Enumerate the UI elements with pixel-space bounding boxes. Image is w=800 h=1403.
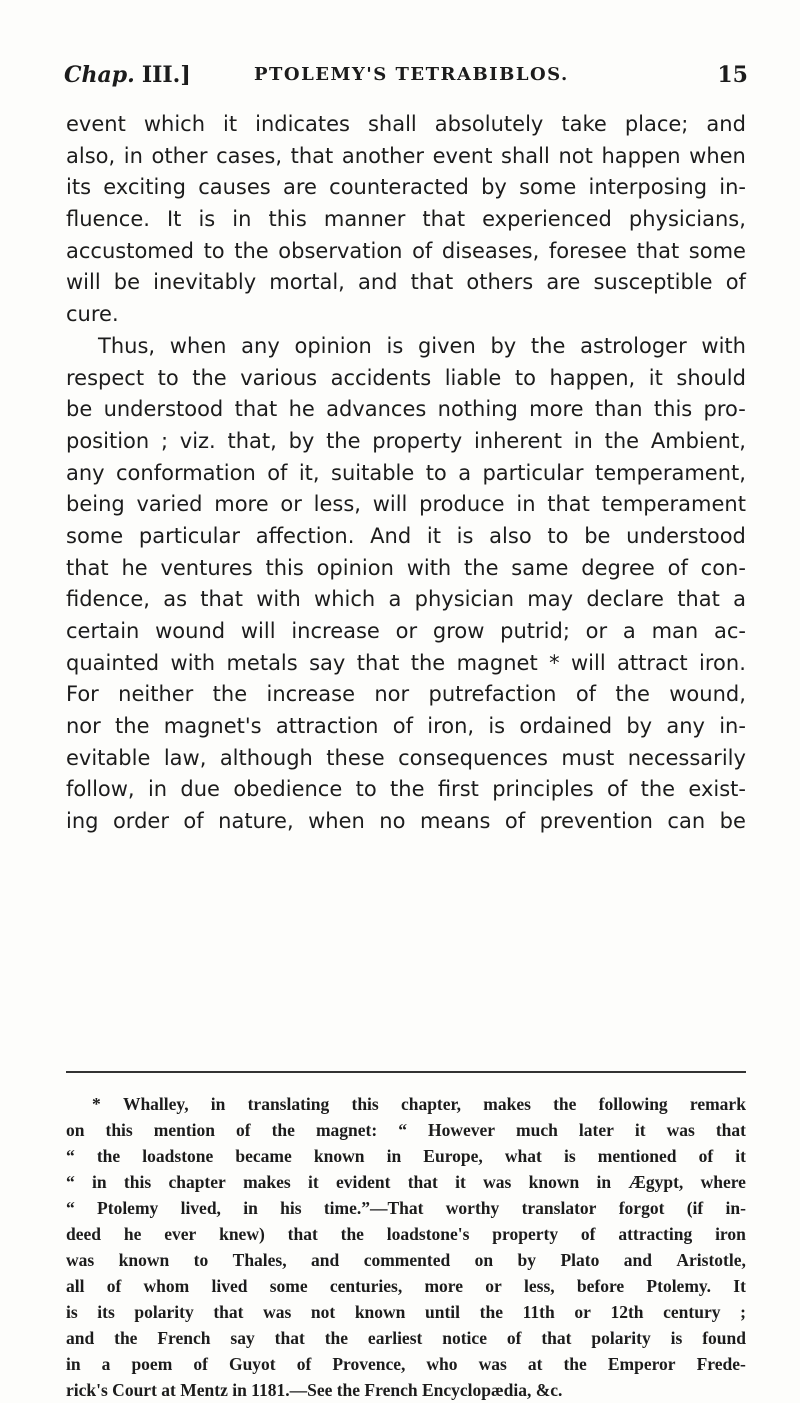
text-line: its exciting causes are counteracted by some interposing in- <box>66 175 746 200</box>
text-line: be understood that he advances nothing more than this pro- <box>66 397 746 422</box>
footnote-line: all of whom lived some centuries, more or less, before Ptolemy. It <box>66 1276 746 1296</box>
page-number: 15 <box>717 62 748 88</box>
text-line: fluence. It is in this manner that experienced physicians, <box>66 207 746 232</box>
footnote-line: “ in this chapter makes it evident that it was known in Ægypt, where <box>66 1172 746 1192</box>
text-line: that he ventures this opinion with the same degree of con- <box>66 555 746 580</box>
footnote-line: “ the loadstone became known in Europe, what is mentioned of it <box>66 1146 746 1166</box>
text-line: nor the magnet's attraction of iron, is ordained by any in- <box>66 714 746 739</box>
text-line: respect to the various accidents liable to happen, it should <box>66 365 746 390</box>
text-line: position ; viz. that, by the property inherent in the Ambient, <box>66 428 746 453</box>
chapter-number: III.] <box>141 62 191 88</box>
text-line: evitable law, although these consequences must necessarily <box>66 745 746 770</box>
text-line: also, in other cases, that another event shall not happen when <box>66 143 746 168</box>
text-line: being varied more or less, will produce in that temperament <box>66 492 746 517</box>
footnote-divider <box>66 1071 746 1073</box>
footnote-line: “ Ptolemy lived, in his time.”—That worthy translator forgot (if in- <box>66 1198 746 1218</box>
text-line: some particular affection. And it is also to be understood <box>66 523 746 548</box>
footnote-line: deed he ever knew) that the loadstone's property of attracting iron <box>66 1224 746 1244</box>
footnote-line: and the French say that the earliest notice of that polarity is found <box>66 1328 746 1348</box>
footnote-line: * Whalley, in translating this chapter, makes the following remark <box>92 1094 746 1114</box>
text-line: event which it indicates shall absolutely take place; and <box>66 112 746 136</box>
chapter-word: Chap. <box>64 62 135 88</box>
text-line: certain wound will increase or grow putrid; or a man ac- <box>66 619 746 643</box>
text-line: will be inevitably mortal, and that others are susceptible of <box>66 270 746 295</box>
footnote-line: rick's Court at Mentz in 1181.—See the French Encyclopædia, &c. <box>66 1380 563 1400</box>
text-line: fidence, as that with which a physician may declare that a <box>66 587 746 612</box>
footnote-line: was known to Thales, and commented on by Plato and Aristotle, <box>66 1250 746 1270</box>
text-line: any conformation of it, suitable to a particular temperament, <box>66 460 746 485</box>
text-line: For neither the increase nor putrefaction of the wound, <box>66 682 746 707</box>
footnote-line: in a poem of Guyot of Provence, who was at the Emperor Frede- <box>66 1354 746 1374</box>
chapter-label <box>64 62 191 88</box>
text-line: ing order of nature, when no means of prevention can be <box>66 809 746 834</box>
text-line: quainted with metals say that the magnet * will attract iron. <box>66 650 746 675</box>
main-text <box>66 109 746 838</box>
running-header <box>64 62 748 98</box>
text-line: cure. <box>66 302 119 327</box>
text-line: follow, in due obedience to the first principles of the exist- <box>66 777 746 802</box>
text-line: accustomed to the observation of diseases, foresee that some <box>66 238 746 263</box>
footnote <box>66 1091 746 1403</box>
footnote-line: on this mention of the magnet: “ However much later it was that <box>66 1120 746 1140</box>
footnote-line: is its polarity that was not known until the 11th or 12th century ; <box>66 1302 746 1322</box>
text-line: Thus, when any opinion is given by the astrologer with <box>98 333 746 358</box>
running-title: PTOLEMY'S TETRABIBLOS. <box>254 64 569 85</box>
